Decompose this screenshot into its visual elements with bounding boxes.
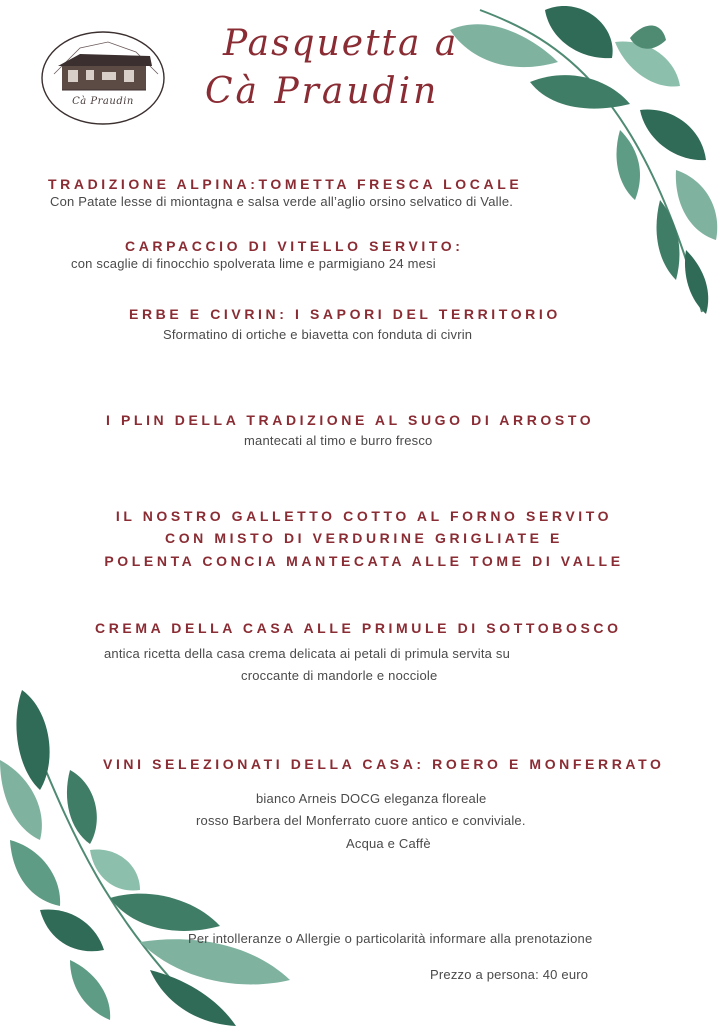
leaves-top-right-icon xyxy=(440,0,728,330)
hut-logo-icon xyxy=(40,30,166,126)
course-5-heading-line-2: CON MISTO DI VERDURINE GRIGLIATE E xyxy=(164,530,563,546)
course-4-desc: mantecati al timo e burro fresco xyxy=(244,433,433,448)
course-6-heading: CREMA DELLA CASA ALLE PRIMULE DI SOTTOBOSCO xyxy=(95,620,622,636)
course-5-heading-line-1: IL NOSTRO GALLETTO COTTO AL FORNO SERVITO xyxy=(115,508,613,524)
course-2-heading: CARPACCIO DI VITELLO SERVITO: xyxy=(125,238,464,254)
logo xyxy=(40,30,166,126)
course-7-heading: VINI SELEZIONATI DELLA CASA: ROERO E MONFERRATO xyxy=(103,756,665,772)
allergies-note: Per intolleranze o Allergie o particolarità informare alla prenotazione xyxy=(188,931,593,946)
price-note: Prezzo a persona: 40 euro xyxy=(430,967,589,982)
course-5-heading-line-3: POLENTA CONCIA MANTECATA ALLE TOME DI VALLE xyxy=(104,553,624,569)
course-3-desc: Sformatino di ortiche e biavetta con fonduta di civrin xyxy=(163,327,473,342)
course-7-desc-line-1: bianco Arneis DOCG eleganza floreale xyxy=(256,791,487,806)
menu-title xyxy=(205,20,465,116)
course-7-desc-line-2: rosso Barbera del Monferrato cuore antico e conviviale. xyxy=(196,813,526,828)
course-3-heading: ERBE E CIVRIN: I SAPORI DEL TERRITORIO xyxy=(129,306,561,322)
course-6-desc-line-2: croccante di mandorle e nocciole xyxy=(241,668,438,683)
course-1-heading: TRADIZIONE ALPINA:TOMETTA FRESCA LOCALE xyxy=(48,176,523,192)
leaves-bottom-left-icon xyxy=(0,680,310,1030)
course-6-desc-line-1: antica ricetta della casa crema delicata ai petali di primula servita su xyxy=(104,646,511,661)
title-line-2: Cà Praudin xyxy=(205,71,440,112)
course-1-desc: Con Patate lesse di miontagna e salsa verde all’aglio orsino selvatico di Valle. xyxy=(50,194,514,209)
title-line-1: Pasquetta a xyxy=(223,23,459,64)
course-4-heading: I PLIN DELLA TRADIZIONE AL SUGO DI ARROSTO xyxy=(106,412,595,428)
course-7-desc-line-3: Acqua e Caffè xyxy=(346,836,431,851)
logo-text: Cà Praudin xyxy=(72,96,134,107)
course-2-desc: con scaglie di finocchio spolverata lime e parmigiano 24 mesi xyxy=(71,256,436,271)
